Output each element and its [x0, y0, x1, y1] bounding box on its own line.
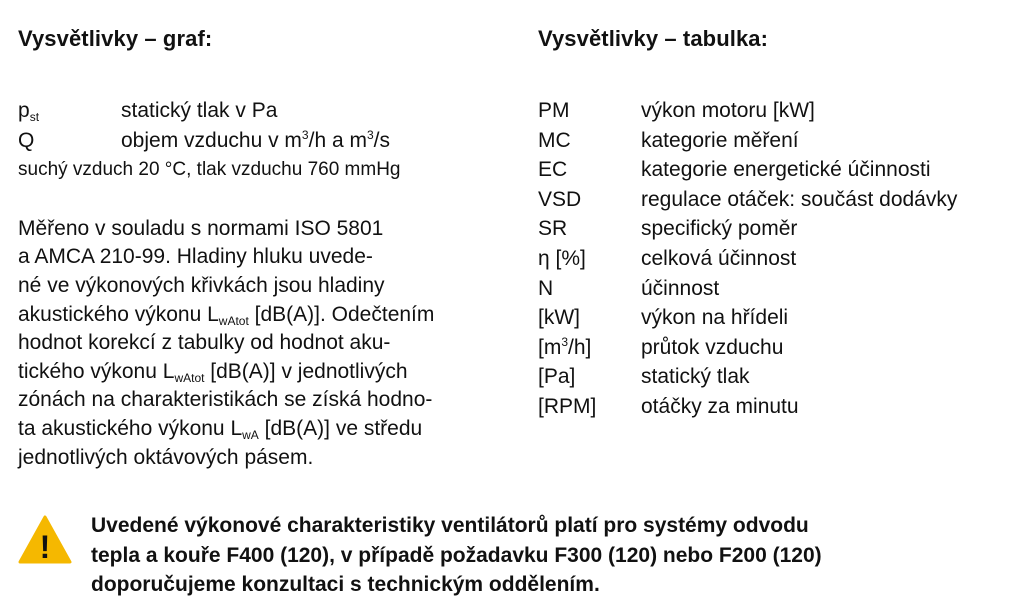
paragraph-line: zónách na charakteristikách se získá hodno-	[18, 388, 433, 412]
table-legend-description: regulace otáček: součást dodávky	[641, 187, 958, 211]
table-legend-symbol: [RPM]	[538, 394, 597, 418]
paragraph-line: a AMCA 210-99. Hladiny hluku uvede-	[18, 245, 373, 269]
fire-rating-warning	[18, 511, 1008, 601]
graph-legend-definitions	[18, 96, 518, 185]
table-legend-row	[538, 244, 1008, 274]
warning-line: doporučujeme konzultaci s technickým oddělením.	[91, 573, 600, 597]
paragraph-line: akustického výkonu $L_{wAtot}$ [dB(A)]. Odečtením	[18, 302, 435, 328]
table-legend-definitions	[538, 96, 1008, 422]
table-legend-symbol: [kW]	[538, 306, 580, 330]
table-legend-row	[538, 126, 1008, 156]
table-legend-symbol: [Pa]	[538, 365, 576, 389]
paragraph-line: tického výkonu $L_{wAtot}$ [dB(A)] v jednotlivých	[18, 359, 408, 385]
warning-line: tepla a kouře F400 (120), v případě požadavku F300 (120) nebo F200 (120)	[91, 543, 822, 567]
legend-symbol: Q	[18, 128, 35, 152]
table-legend-row	[538, 155, 1008, 185]
table-legend-row	[538, 185, 1008, 215]
table-legend-row	[538, 362, 1008, 392]
paragraph-line: ta akustického výkonu $L_{wA}$ [dB(A)] ve středu	[18, 416, 423, 442]
legend-description: statický tlak v Pa	[121, 99, 278, 122]
table-legend-symbol: $[m^3/h]$	[538, 334, 592, 359]
table-legend-description: výkon na hřídeli	[641, 306, 789, 330]
legend-row-pst	[18, 96, 518, 126]
table-legend-row	[538, 333, 1008, 363]
table-legend-symbol: EC	[538, 158, 568, 182]
measurement-paragraph	[18, 215, 518, 472]
table-legend-description: celková účinnost	[641, 246, 797, 270]
table-legend-symbol: MC	[538, 128, 571, 152]
table-legend-symbol: SR	[538, 217, 568, 241]
table-legend-description: statický tlak	[641, 365, 750, 389]
svg-text:!: !	[39, 529, 51, 565]
table-legend-row	[538, 214, 1008, 244]
table-legend-description: otáčky za minutu	[641, 394, 799, 418]
warning-triangle-icon	[18, 515, 72, 565]
table-legend-description: specifický poměr	[641, 217, 798, 241]
table-legend-row	[538, 96, 1008, 126]
paragraph-line: hodnot korekcí z tabulky od hodnot aku-	[18, 331, 391, 355]
legend-description: objem vzduchu v $m^3/h$ a $m^3/s$	[121, 127, 390, 152]
paragraph-line: né ve výkonových křivkách jsou hladiny	[18, 273, 385, 297]
table-legend-description: kategorie měření	[641, 128, 799, 152]
table-legend-row	[538, 274, 1008, 304]
table-legend	[538, 24, 1008, 422]
table-legend-symbol: η [%]	[538, 246, 586, 270]
table-legend-row	[538, 392, 1008, 422]
table-legend-symbol: VSD	[538, 187, 582, 211]
paragraph-line: Měřeno v souladu s normami ISO 5801	[18, 216, 384, 240]
graph-legend	[18, 24, 518, 472]
paragraph-line: jednotlivých oktávových pásem.	[18, 445, 314, 469]
warning-line: Uvedené výkonové charakteristiky ventilátorů platí pro systémy odvodu	[91, 514, 809, 537]
table-legend-row	[538, 303, 1008, 333]
table-legend-title: Vysvětlivky – tabulka:	[538, 26, 769, 51]
graph-legend-title: Vysvětlivky – graf:	[18, 26, 213, 51]
table-legend-symbol: PM	[538, 99, 570, 122]
table-legend-description: účinnost	[641, 276, 720, 300]
legend-symbol: $p_{st}$	[18, 99, 40, 124]
legend-row-q	[18, 126, 518, 156]
table-legend-description: výkon motoru [kW]	[641, 99, 815, 122]
table-legend-symbol: N	[538, 276, 554, 300]
table-legend-description: průtok vzduchu	[641, 335, 784, 359]
warning-text	[91, 511, 822, 600]
measurement-conditions-note: suchý vzduch 20 °C, tlak vzduchu 760 mmHg	[18, 159, 401, 181]
table-legend-description: kategorie energetické účinnosti	[641, 158, 931, 182]
